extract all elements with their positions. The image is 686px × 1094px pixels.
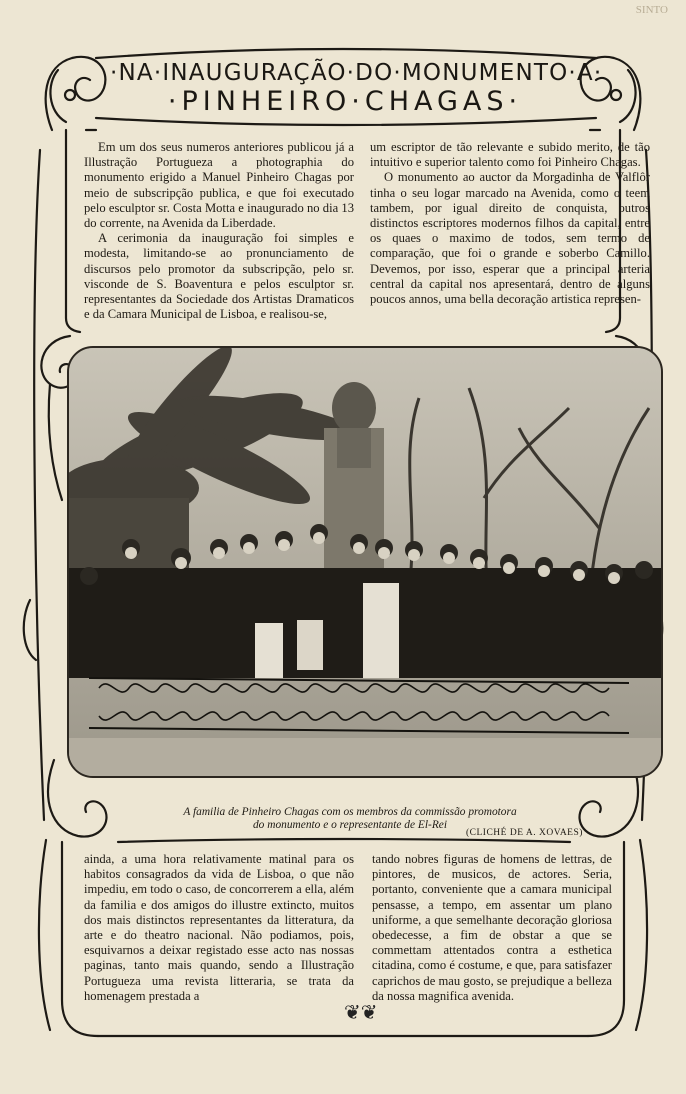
photo-credit: (CLICHÉ DE A. XOVAES) [466, 828, 583, 838]
ceremony-photograph [67, 346, 663, 778]
paragraph: um escriptor de tão relevante e subido merito, de tão intuitivo e superior talento como foi Pinheiro Chagas. [370, 140, 650, 170]
caption-line-2: do monumento e o representante de El-Rei [252, 819, 447, 831]
paragraph: O monumento ao auctor da Morgadinha de Valflôr tinha o seu logar marcado na Avenida, como o teem tambem, por igual direito de conquista, outros distinctos escriptores modernos filhos da capital, entre os quaes o maximo de todos, sem termo de comparação, que foi o grande e soberbo Camillo. Devemos, por isso, esperar que a principal arteria central da capital nos apresentará, dentro de alguns poucos annos, uma bella decoração artistica represen- [370, 170, 650, 307]
paragraph: tando nobres figuras de homens de lettras, de pintores, de musicos, de actores. Seria, portanto, conveniente que a camara municipal pensasse, a tempo, em assentar um plano uniforme, a que semelhante decoração gloriosa obedecesse, a fim de obstar a que se commettam attentados contra a esthetica citadina, como é costume, e que, para satisfazer caprichos de mau gosto, se prejudique a belleza da nossa magnifica avenida. [372, 852, 612, 1003]
end-ornament: ❦❦ [344, 1002, 378, 1024]
paragraph: Em um dos seus numeros anteriores publicou já a Illustração Portugueza a photographia do monumento erigido a Manuel Pinheiro Chagas por meio de subscripção publica, e que foi executado pelo esculptor sr. Costa Motta e inaugurado no dia 13 do corrente, na Avenida da Liberdade. [84, 140, 354, 231]
caption-line-1: A familia de Pinheiro Chagas com os membros da commissão promotora [183, 806, 517, 818]
photo-illustration [69, 348, 661, 776]
page-number: SINTO [635, 4, 668, 16]
headline-line-2: ·PINHEIRO·CHAGAS· [167, 86, 523, 117]
paragraph: A cerimonia da inauguração foi simples e modesta, limitando-se ao pronunciamento de discursos pelo promotor da subscripção, pelo sr. visconde de S. Boaventura e pelos esculptor sr. representantes da Sociedade dos Artistas Dramaticos e da Camara Municipal de Lisboa, e realisou-se, [84, 231, 354, 322]
article-bottom-right-column [372, 852, 612, 1004]
article-bottom-left-column [84, 852, 354, 1004]
paragraph: ainda, a uma hora relativamente matinal para os habitos consagrados da vida de Lisboa, o que não impediu, em todo o caso, de concorrerem a ella, além da familia e dos amigos do illustre extincto, muitos dos mais distinctos representantes da litteratura, da arte e do theatro nacional. Não podiamos, pois, esquivarnos a deixar registado esse acto nas nossas paginas, tanto mais quando, sendo a Illustração Portugueza uma revista litteraria, se trata da homenagem prestada a [84, 852, 354, 1003]
headline-line-1: ·NA·INAUGURAÇÃO·DO·MONUMENTO·A· [110, 60, 603, 86]
article-top-right-column [370, 140, 650, 307]
article-top-left-column [84, 140, 354, 322]
